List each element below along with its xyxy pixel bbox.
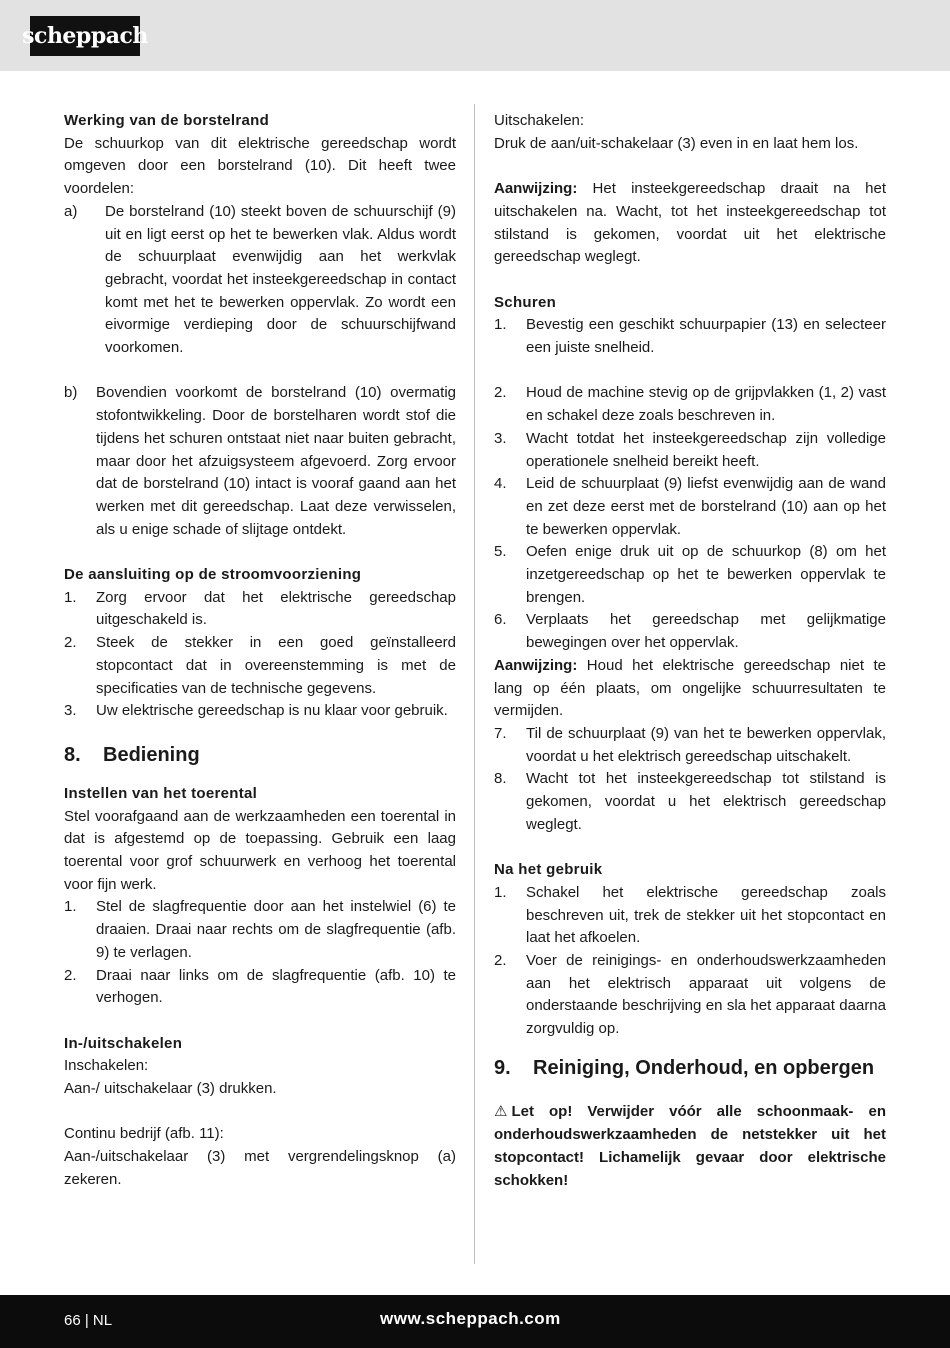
list-item [494, 541, 886, 609]
list-item [494, 473, 886, 541]
na-het-gebruik-heading: Na het gebruik [494, 861, 603, 879]
list-item [494, 609, 886, 654]
list-item [494, 882, 886, 950]
list-label: 2. [494, 384, 507, 402]
list-text: Stel de slagfrequentie door aan het instelwiel (6) te draaien. Draai naar rechts om de slagfrequentie (afb. 9) te verlagen. [96, 898, 456, 961]
list-label: 6. [494, 611, 507, 629]
warning-triangle-icon: ⚠ [494, 1103, 508, 1121]
header-bar [0, 0, 950, 71]
list-label: 1. [494, 883, 507, 901]
borstelrand-intro: De schuurkop van dit elektrische gereedschap wordt omgeven door een borstelrand (10). Dit heeft twee voordelen: [64, 134, 456, 198]
list-label: 2. [64, 966, 77, 984]
note-paragraph [494, 178, 886, 269]
list-text: Verplaats het gereedschap met gelijkmatige bewegingen over het oppervlak. [526, 611, 886, 652]
list-item [494, 382, 886, 427]
list-label: 8. [494, 770, 507, 788]
uitschakelen-label: Uitschakelen: [494, 112, 585, 129]
right-column [494, 110, 886, 1192]
list-item [494, 950, 886, 1041]
list-label: 3. [494, 429, 507, 447]
note-paragraph [494, 655, 886, 723]
section-title: Bediening [103, 743, 200, 766]
stroomvoorziening-heading: De aansluiting op de stroomvoorziening [64, 566, 362, 584]
uitschakelen-text: Druk de aan/uit-schakelaar (3) even in en laat hem los. [494, 134, 859, 152]
list-label: b) [64, 384, 78, 402]
list-text: Bevestig een geschikt schuurpapier (13) en selecteer een juiste snelheid. [526, 316, 886, 356]
list-item [64, 700, 456, 723]
list-text: De borstelrand (10) steekt boven de schuurschijf (9) uit en ligt eerst op het te bewerken vlak. Aldus wordt de schuurplaat evenwijdig aan het werkvlak gebracht, voordat het insteekgereedschap in contact komt met het te bewerken oppervlak. Zo wordt een eivormige verdieping door de schuurschijfwand voorkomen. [105, 202, 456, 357]
footer-bar [0, 1295, 950, 1348]
list-label: 2. [64, 634, 77, 652]
section-8-heading [64, 743, 456, 767]
website-link[interactable]: www.scheppach.com [380, 1309, 561, 1328]
note-text: Het insteekgereedschap draait na het uitschakelen na. Wacht, tot het insteekgereedschap tot stilstand is gekomen, voordat uit het elektrische gereedschap weglegt. [494, 180, 886, 266]
left-column [64, 110, 456, 1192]
list-text: Wacht tot het insteekgereedschap tot stilstand is gekomen, voordat u het elektrisch gereedschap weglegt. [526, 770, 886, 833]
note-label: Aanwijzing: [494, 656, 578, 674]
list-text: Steek de stekker in een goed geïnstalleerd stopcontact dat in overeenstemming is met de specificaties van de technische gegevens. [96, 634, 456, 697]
list-label: 3. [64, 702, 77, 720]
list-label: 7. [494, 724, 507, 742]
list-text: Til de schuurplaat (9) van het te bewerken oppervlak, voordat u het elektrisch gereedschap uitschakelt. [526, 724, 886, 765]
list-text: Leid de schuurplaat (9) liefst evenwijdig aan de wand en zet deze eerst met de borstelrand (10) aan op het te bewerken oppervlak. [526, 475, 886, 538]
list-label: a) [64, 202, 78, 220]
warning-text: Let op! Verwijder vóór alle schoonmaak- en onderhoudswerkzaamheden de netstekker uit het stopcontact! Lichamelijk gevaar door elektrische schokken! [494, 1103, 886, 1189]
toerental-intro: Stel voorafgaand aan de werkzaamheden een toerental in dat is afgestemd op de toepassing. Gebruik een laag toerental voor grof schuurwerk en verhoog het toerental voor fijn werk. [64, 807, 456, 893]
column-divider [474, 104, 475, 1264]
list-item [64, 632, 456, 700]
list-text: Voer de reinigings- en onderhoudswerkzaamheden aan het elektrisch apparaat uit volgens de onderstaande beschrijving en sla het apparaat daarna zorgvuldig op. [526, 951, 886, 1038]
list-item [494, 314, 886, 359]
list-item [494, 428, 886, 473]
scheppach-logo: scheppach [30, 16, 140, 56]
list-item [64, 965, 456, 1010]
section-title: Reiniging, Onderhoud, en opbergen [533, 1056, 875, 1079]
list-item [64, 587, 456, 632]
continu-text: Aan-/uitschakelaar (3) met vergrendelingsknop (a) zekeren. [64, 1148, 456, 1188]
inschakelen-label: Inschakelen: [64, 1057, 149, 1075]
section-number: 9. [494, 1056, 511, 1079]
section-9-heading [494, 1057, 886, 1079]
list-label: 1. [64, 898, 77, 916]
list-text: Zorg ervoor dat het elektrische gereedschap uitgeschakeld is. [96, 588, 456, 629]
safety-warning [494, 1101, 886, 1192]
list-item [64, 201, 456, 360]
list-item [494, 768, 886, 836]
schuren-heading: Schuren [494, 293, 557, 311]
list-item [64, 382, 456, 541]
section-number: 8. [64, 743, 81, 766]
list-item [64, 896, 456, 964]
toerental-heading: Instellen van het toerental [64, 784, 258, 802]
inschakelen-text: Aan-/ uitschakelaar (3) drukken. [64, 1080, 277, 1098]
list-item [494, 723, 886, 768]
list-label: 4. [494, 475, 507, 493]
borstelrand-heading: Werking van de borstelrand [64, 112, 270, 129]
note-label: Aanwijzing: [494, 180, 578, 198]
list-text: Wacht totdat het insteekgereedschap zijn volledige operationele snelheid bereikt heeft. [526, 429, 886, 470]
list-label: 1. [494, 316, 507, 334]
list-label: 2. [494, 951, 507, 969]
schakelen-heading: In-/uitschakelen [64, 1034, 183, 1052]
list-text: Houd de machine stevig op de grijpvlakken (1, 2) vast en schakel deze zoals beschreven in. [526, 384, 886, 425]
page-number: 66 | NL [64, 1312, 113, 1329]
note-text: Houd het elektrische gereedschap niet te lang op één plaats, om ongelijke schuurresultaten te vermijden. [494, 656, 886, 720]
list-label: 1. [64, 588, 77, 606]
list-label: 5. [494, 543, 507, 561]
list-text: Bovendien voorkomt de borstelrand (10) overmatig stofontwikkeling. Door de borstelharen wordt stof die tijdens het schuren ontstaat niet naar buiten gebracht, maar door het afzuigsysteem afgevoerd. Zorg ervoor dat de borstelrand (10) intact is vooraf gaand aan het werken met dit gereedschap. Laat deze verwisselen, als u enige schade of slijtage ontdekt. [96, 384, 456, 538]
continu-label: Continu bedrijf (afb. 11): [64, 1125, 224, 1143]
list-text: Draai naar links om de slagfrequentie (afb. 10) te verhogen. [96, 966, 456, 1007]
list-text: Oefen enige druk uit op de schuurkop (8) om het inzetgereedschap op het te bewerken oppervlak te brengen. [526, 543, 886, 606]
list-text: Uw elektrische gereedschap is nu klaar voor gebruik. [96, 702, 448, 720]
list-text: Schakel het elektrische gereedschap zoals beschreven uit, trek de stekker uit het stopcontact en laat het afkoelen. [526, 883, 886, 947]
